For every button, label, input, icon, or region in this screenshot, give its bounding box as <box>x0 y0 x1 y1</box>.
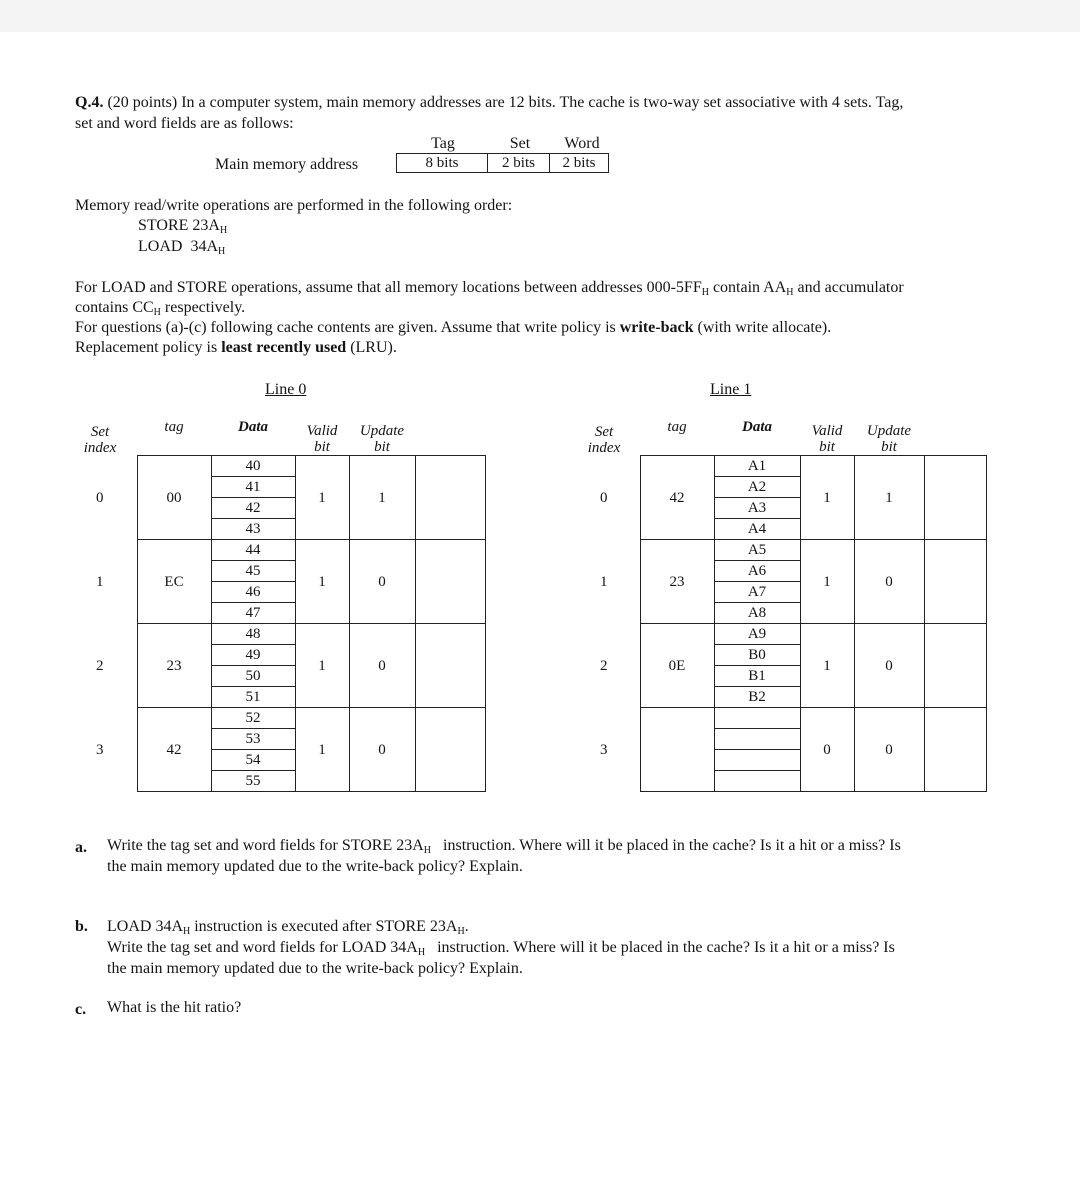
question-b-line2: Write the tag set and word fields for LOAD $34A_H$ instruction. Where will it be placed in the cache? Is it a hit or a miss? Is <box>107 939 895 958</box>
tag-cell: 42 <box>640 456 714 540</box>
cache-row <box>63 540 485 561</box>
valid-bit: 1 <box>295 708 349 792</box>
tag-cell: EC <box>137 540 211 624</box>
blank-cell <box>415 624 485 708</box>
question-intro-line1: Q.4. (20 points) In a computer system, main memory addresses are 12 bits. The cache is two-way set associative with 4 sets. Tag, <box>75 94 904 111</box>
set-index: 3 <box>96 741 104 758</box>
blank-cell <box>924 624 986 708</box>
operation-load: LOAD $34A_H$ <box>138 238 226 257</box>
data-word: B1 <box>714 666 800 687</box>
data-word: 53 <box>211 729 295 750</box>
data-word: 52 <box>211 708 295 729</box>
tag-cell: 0E <box>640 624 714 708</box>
header-set-index: Set index <box>587 423 621 456</box>
set-index: 2 <box>600 657 608 674</box>
line1-cache-table <box>568 419 987 792</box>
top-bar <box>0 0 1080 32</box>
assumption-line3: For questions (a)-(c) following cache contents are given. Assume that write policy is write-back (with write allocate). <box>75 319 832 336</box>
cache-row <box>568 708 986 729</box>
update-bit: 0 <box>854 624 924 708</box>
data-word: 46 <box>211 582 295 603</box>
question-intro-line2: set and word fields are as follows: <box>75 115 294 132</box>
update-bit: 0 <box>349 708 415 792</box>
question-a-line1: Write the tag set and word fields for STORE $23A_H$ instruction. Where will it be placed in the cache? Is it a hit or a miss? Is <box>107 837 901 856</box>
header-valid-bit: Valid bit <box>306 423 338 455</box>
field-name-tag: Tag <box>431 135 455 152</box>
question-a-line2: the main memory updated due to the write-back policy? Explain. <box>107 858 523 875</box>
question-b-line3: the main memory updated due to the write-back policy? Explain. <box>107 960 523 977</box>
line1-title: Line 1 <box>710 381 752 398</box>
tag-cell: 00 <box>137 456 211 540</box>
data-word: 48 <box>211 624 295 645</box>
blank-cell <box>924 456 986 540</box>
cache-row <box>568 624 986 645</box>
question-b-label: b. <box>75 918 88 935</box>
question-c-text: What is the hit ratio? <box>107 999 242 1016</box>
data-word: 47 <box>211 603 295 624</box>
update-bit: 0 <box>854 540 924 624</box>
data-word: 49 <box>211 645 295 666</box>
line0-title: Line 0 <box>265 381 307 398</box>
cache-row <box>63 456 485 477</box>
data-word: A3 <box>714 498 800 519</box>
tag-cell: 23 <box>137 624 211 708</box>
field-bits-word: 2 bits <box>550 154 609 173</box>
data-word: 51 <box>211 687 295 708</box>
data-word <box>714 771 800 792</box>
operation-store: STORE $23A_H$ <box>138 217 228 236</box>
cache-row <box>63 708 485 729</box>
valid-bit: 1 <box>295 456 349 540</box>
tag-cell <box>640 708 714 792</box>
assumption-line4: Replacement policy is least recently used (LRU). <box>75 339 397 356</box>
set-index: 0 <box>96 489 104 506</box>
data-word: B2 <box>714 687 800 708</box>
blank-cell <box>415 708 485 792</box>
address-field-table <box>396 153 609 173</box>
blank-cell <box>924 540 986 624</box>
data-word: A7 <box>714 582 800 603</box>
data-word: B0 <box>714 645 800 666</box>
assumption-line1: For LOAD and STORE operations, assume that all memory locations between addresses $000-5FF_H$ contain $AA_H$ and accumulator <box>75 279 904 298</box>
assumption-line2: contains $CC_H$ respectively. <box>75 299 246 318</box>
cache-row <box>63 624 485 645</box>
cache-row <box>568 456 986 477</box>
operations-intro: Memory read/write operations are performed in the following order: <box>75 197 513 214</box>
tag-cell: 42 <box>137 708 211 792</box>
data-word: A8 <box>714 603 800 624</box>
tag-cell: 23 <box>640 540 714 624</box>
question-b-line1: LOAD $34A_H$ instruction is executed after STORE $23A_H$. <box>107 918 469 937</box>
data-word: A2 <box>714 477 800 498</box>
set-index: 1 <box>96 573 104 590</box>
header-tag: tag <box>164 419 184 435</box>
data-word: A1 <box>714 456 800 477</box>
data-word: 45 <box>211 561 295 582</box>
data-word: 55 <box>211 771 295 792</box>
data-word <box>714 750 800 771</box>
field-name-set: Set <box>509 135 531 152</box>
data-word: A9 <box>714 624 800 645</box>
set-index: 3 <box>600 741 608 758</box>
header-tag: tag <box>667 419 687 435</box>
question-c-label: c. <box>75 1001 87 1018</box>
data-word <box>714 729 800 750</box>
valid-bit: 1 <box>295 624 349 708</box>
valid-bit: 1 <box>800 624 854 708</box>
header-valid-bit: Valid bit <box>811 423 843 455</box>
data-word: A6 <box>714 561 800 582</box>
question-number: Q.4. <box>75 94 104 111</box>
header-data: Data <box>742 419 772 435</box>
data-word: A4 <box>714 519 800 540</box>
update-bit: 1 <box>349 456 415 540</box>
header-data: Data <box>238 419 268 435</box>
question-a-label: a. <box>75 839 87 856</box>
set-index: 2 <box>96 657 104 674</box>
data-word: 54 <box>211 750 295 771</box>
update-bit: 0 <box>349 540 415 624</box>
field-bits-set: 2 bits <box>488 154 550 173</box>
blank-cell <box>415 540 485 624</box>
valid-bit: 1 <box>800 456 854 540</box>
data-word: A5 <box>714 540 800 561</box>
update-bit: 0 <box>349 624 415 708</box>
data-word: 50 <box>211 666 295 687</box>
set-index: 1 <box>600 573 608 590</box>
header-set-index: Set index <box>83 423 117 456</box>
line0-cache-table <box>63 419 486 792</box>
field-name-word: Word <box>564 135 600 152</box>
data-word: 40 <box>211 456 295 477</box>
blank-cell <box>415 456 485 540</box>
field-bits-tag: 8 bits <box>397 154 488 173</box>
address-label: Main memory address <box>215 156 359 173</box>
header-update-bit: Update bit <box>866 423 912 455</box>
update-bit: 1 <box>854 456 924 540</box>
header-update-bit: Update bit <box>359 423 405 455</box>
update-bit: 0 <box>854 708 924 792</box>
valid-bit: 0 <box>800 708 854 792</box>
blank-cell <box>924 708 986 792</box>
data-word: 44 <box>211 540 295 561</box>
data-word <box>714 708 800 729</box>
data-word: 41 <box>211 477 295 498</box>
data-word: 42 <box>211 498 295 519</box>
set-index: 0 <box>600 489 608 506</box>
valid-bit: 1 <box>800 540 854 624</box>
data-word: 43 <box>211 519 295 540</box>
cache-row <box>568 540 986 561</box>
valid-bit: 1 <box>295 540 349 624</box>
